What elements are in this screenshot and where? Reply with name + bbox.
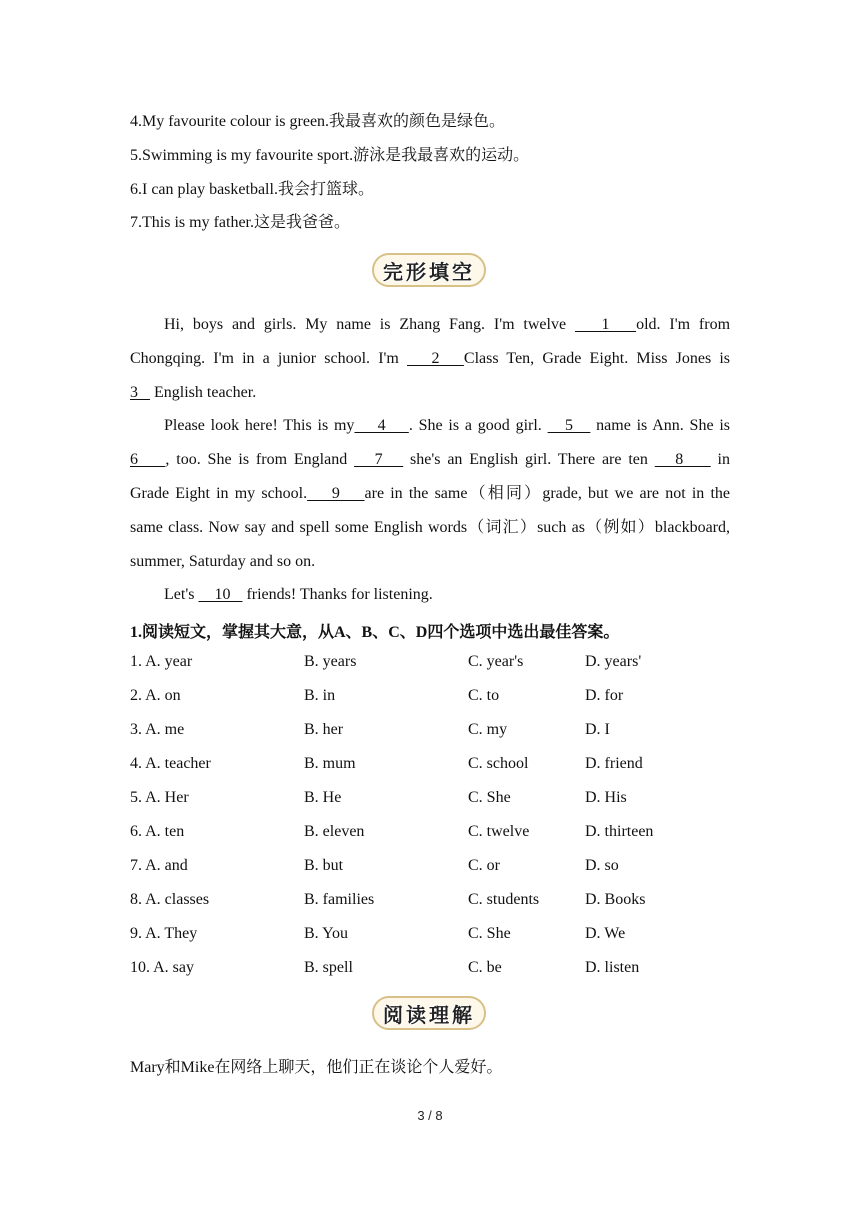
section-banner-reading [372,996,486,1030]
section-banner-cloze [372,253,486,287]
option-row [130,917,705,951]
option-row [130,781,705,815]
cloze-line [130,383,730,417]
option-cell: B. her [304,721,344,738]
cloze-line [130,315,730,349]
option-cell: C. year's [468,653,524,670]
cloze-paragraph-3 [130,585,730,619]
option-cell: 10. A. say [130,959,194,976]
option-row [130,747,705,781]
option-cell: 4. A. teacher [130,755,211,772]
option-cell: 6. A. ten [130,823,185,840]
option-row [130,645,705,679]
sentence-5: 5.Swimming is my favourite sport.游泳是我最喜欢的运动。 [130,147,530,164]
option-cell: D. thirteen [585,823,654,840]
sentence-7: 7.This is my father.这是我爸爸。 [130,214,350,231]
option-cell: D. years' [585,653,642,670]
text: old. I'm from [636,316,731,333]
blank-1: 1 [574,316,637,333]
option-row [130,883,705,917]
option-cell: D. I [585,721,610,738]
blank-3: 3 [130,384,150,401]
cloze-line [130,450,730,484]
option-cell: 2. A. on [130,687,181,704]
cloze-line [130,585,730,619]
sentence-4: 4.My favourite colour is green.我最喜欢的颜色是绿色。 [130,113,506,130]
blank-6: 6 [130,451,166,468]
option-cell: B. families [304,891,375,908]
option-cell: B. eleven [304,823,365,840]
blank-7: 7 [354,451,404,468]
option-row [130,951,705,985]
blank-4: 4 [354,417,409,434]
section-title-reading: 阅读理解 [383,1002,475,1027]
text: friends! Thanks for listening. [242,586,433,603]
cloze-line [130,416,730,450]
option-cell: C. students [468,891,540,908]
option-cell: C. to [468,687,500,704]
cloze-line [130,484,730,518]
option-cell: 3. A. me [130,721,185,738]
option-cell: 8. A. classes [130,891,210,908]
text: Let's [164,586,199,603]
option-row [130,849,705,883]
text: Hi, boys and girls. My name is Zhang Fang. I'm twelve [164,316,575,333]
question-instruction: 1.阅读短文，掌握其大意，从A、B、C、D四个选项中选出最佳答案。 [130,624,620,641]
blank-8: 8 [654,451,711,468]
text: she's an English girl. There are ten [403,451,655,468]
option-cell: 7. A. and [130,857,188,874]
option-cell: B. You [304,925,349,942]
cloze-line [130,349,730,383]
text: name is Ann. She is [590,417,731,434]
option-cell: C. twelve [468,823,530,840]
blank-5: 5 [547,417,591,434]
text: Chongqing. I'm in a junior school. I'm [130,350,407,367]
option-cell: C. school [468,755,529,772]
option-cell: B. spell [304,959,353,976]
blank-10: 10 [198,586,243,603]
option-cell: D. Books [585,891,646,908]
option-cell: 9. A. They [130,925,198,942]
cloze-paragraph-2 [130,416,730,586]
text: . She is a good girl. [408,417,548,434]
option-cell: B. but [304,857,344,874]
option-cell: B. years [304,653,357,670]
option-cell: D. friend [585,755,643,772]
option-cell: D. so [585,857,619,874]
option-row [130,815,705,849]
option-cell: C. She [468,925,511,942]
section-title-cloze: 完形填空 [383,259,475,284]
option-cell: C. be [468,959,502,976]
text: , too. She is from England [165,451,355,468]
blank-2: 2 [407,350,464,367]
option-row [130,713,705,747]
option-cell: C. She [468,789,511,806]
sentence-6: 6.I can play basketball.我会打篮球。 [130,181,374,198]
text: English teacher. [154,384,257,401]
reading-intro: Mary和Mike在网络上聊天，他们正在谈论个人爱好。 [130,1059,503,1076]
cloze-line [130,552,730,586]
text: Class Ten, Grade Eight. Miss Jones is [463,350,731,367]
text: same class. Now say and spell some English words（词汇）such as（例如）blackboard, [130,519,730,536]
text: in [710,451,730,468]
option-cell: B. in [304,687,336,704]
option-cell: B. mum [304,755,356,772]
option-cell: 5. A. Her [130,789,189,806]
option-cell: C. my [468,721,508,738]
text: summer, Saturday and so on. [130,553,316,570]
option-row [130,679,705,713]
option-cell: D. His [585,789,627,806]
option-cell: B. He [304,789,342,806]
text: are in the same（相同）grade, but we are not in the [364,485,730,502]
text: Please look here! This is my [164,417,355,434]
blank-9: 9 [307,485,365,502]
cloze-paragraph-1 [130,315,730,417]
option-cell: 1. A. year [130,653,193,670]
cloze-line [130,518,730,552]
option-cell: D. We [585,925,626,942]
text: Grade Eight in my school. [130,485,308,502]
option-cell: D. for [585,687,624,704]
option-cell: C. or [468,857,500,874]
options-table [130,645,705,985]
page-number: 3 / 8 [417,1108,443,1123]
option-cell: D. listen [585,959,640,976]
